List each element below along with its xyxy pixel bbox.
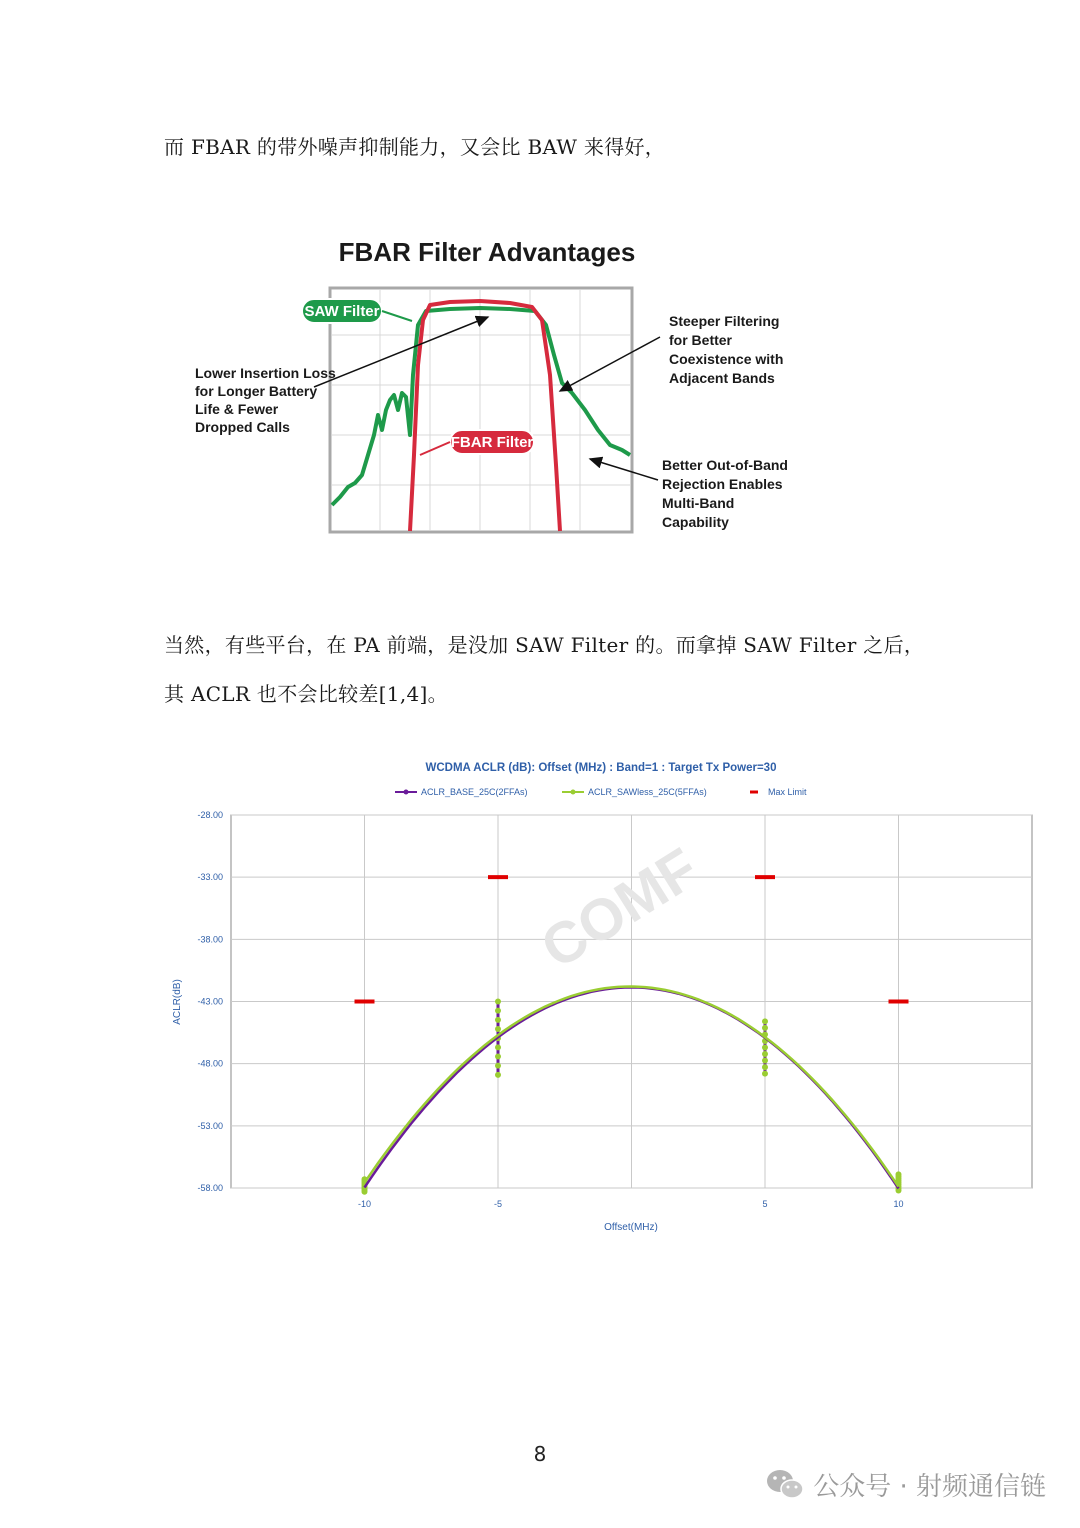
annotation-left-line: Dropped Calls	[195, 419, 290, 435]
fbar-label: FBAR Filter	[450, 434, 534, 451]
x-tick-label: -5	[493, 1199, 503, 1209]
footer-watermark	[765, 1466, 1046, 1503]
series-point-sawless	[495, 1008, 501, 1014]
annotation-left-line: Lower Insertion Loss	[195, 365, 336, 381]
annotation-left-line: for Longer Battery	[195, 383, 318, 399]
annotation-right-top-line: Steeper Filtering	[669, 313, 780, 329]
y-tick-label: -38.00	[197, 934, 223, 945]
legend-label: ACLR_SAWless_25C(5FFAs)	[588, 787, 707, 797]
wechat-icon	[765, 1467, 805, 1503]
y-tick-label: -28.00	[197, 810, 223, 820]
y-tick-label: -48.00	[197, 1058, 223, 1069]
x-tick-label: -10	[357, 1199, 372, 1209]
annotation-right-top-line: Coexistence with	[669, 351, 784, 367]
x-axis-label: Offset(MHz)	[604, 1222, 658, 1233]
series-point-sawless	[762, 1058, 768, 1064]
annotation-left	[195, 365, 336, 435]
paragraph-1: 而 FBAR 的带外噪声抑制能力，又会比 BAW 来得好，	[164, 135, 666, 159]
y-axis-label: ACLR(dB)	[172, 979, 183, 1025]
footer-watermark-text: 公众号 · 射频通信链	[813, 1472, 1046, 1502]
annotation-right-top-line: Adjacent Bands	[669, 370, 775, 386]
legend-swatch-dot	[404, 790, 409, 795]
legend-swatch-dot	[571, 790, 576, 795]
fbar-figure-title: FBAR Filter Advantages	[338, 237, 636, 267]
x-tick-label: 5	[762, 1199, 768, 1209]
y-tick-label: -53.00	[197, 1120, 223, 1131]
y-tick-label: -33.00	[197, 872, 223, 883]
chart-watermark-text: COMF	[530, 835, 710, 982]
annotation-right-bottom-line: Rejection Enables	[662, 476, 783, 492]
series-point-sawless	[762, 1051, 768, 1057]
annotation-right-top-line: for Better	[669, 332, 733, 348]
annotation-right-top	[669, 313, 783, 386]
saw-label: SAW Filter	[304, 303, 380, 320]
series-point-sawless	[762, 1025, 768, 1031]
series-point-sawless	[762, 1071, 768, 1077]
legend-label: ACLR_BASE_25C(2FFAs)	[421, 787, 528, 797]
aclr-chart	[160, 750, 1050, 1250]
series-point-sawless	[762, 1018, 768, 1024]
chart-legend	[395, 787, 807, 797]
annotation-right-bottom-line: Capability	[662, 514, 729, 530]
series-point-sawless	[495, 1044, 501, 1050]
annotation-left-line: Life & Fewer	[195, 401, 279, 417]
series-point-sawless	[495, 1017, 501, 1023]
x-tick-label: 10	[893, 1199, 904, 1209]
y-tick-label: -43.00	[197, 996, 223, 1007]
legend-label: Max Limit	[768, 787, 807, 797]
fbar-advantages-figure	[180, 225, 800, 545]
series-point-sawless	[495, 1026, 501, 1032]
page-number: 8	[533, 1442, 547, 1466]
series-point-sawless	[495, 999, 501, 1005]
series-point-sawless	[495, 1072, 501, 1078]
series-point-sawless	[896, 1171, 902, 1177]
series-point-sawless	[495, 1063, 501, 1069]
paragraph-2: 当然，有些平台，在 PA 前端，是没加 SAW Filter 的。而拿掉 SAW Filter 之后，	[164, 633, 925, 657]
series-point-sawless	[762, 1064, 768, 1070]
chart-plot-area	[197, 810, 1032, 1209]
chart-title: WCDMA ACLR (dB): Offset (MHz) : Band=1 : Target Tx Power=30	[425, 762, 777, 774]
annotation-right-bottom-line: Multi-Band	[662, 495, 735, 511]
paragraph-3: 其 ACLR 也不会比较差[1,4]。	[164, 682, 448, 706]
annotation-right-bottom-line: Better Out-of-Band	[662, 457, 788, 473]
series-point-sawless	[495, 1054, 501, 1060]
y-tick-label: -58.00	[197, 1183, 223, 1193]
annotation-right-bottom	[662, 457, 788, 530]
series-point-sawless	[762, 1045, 768, 1051]
